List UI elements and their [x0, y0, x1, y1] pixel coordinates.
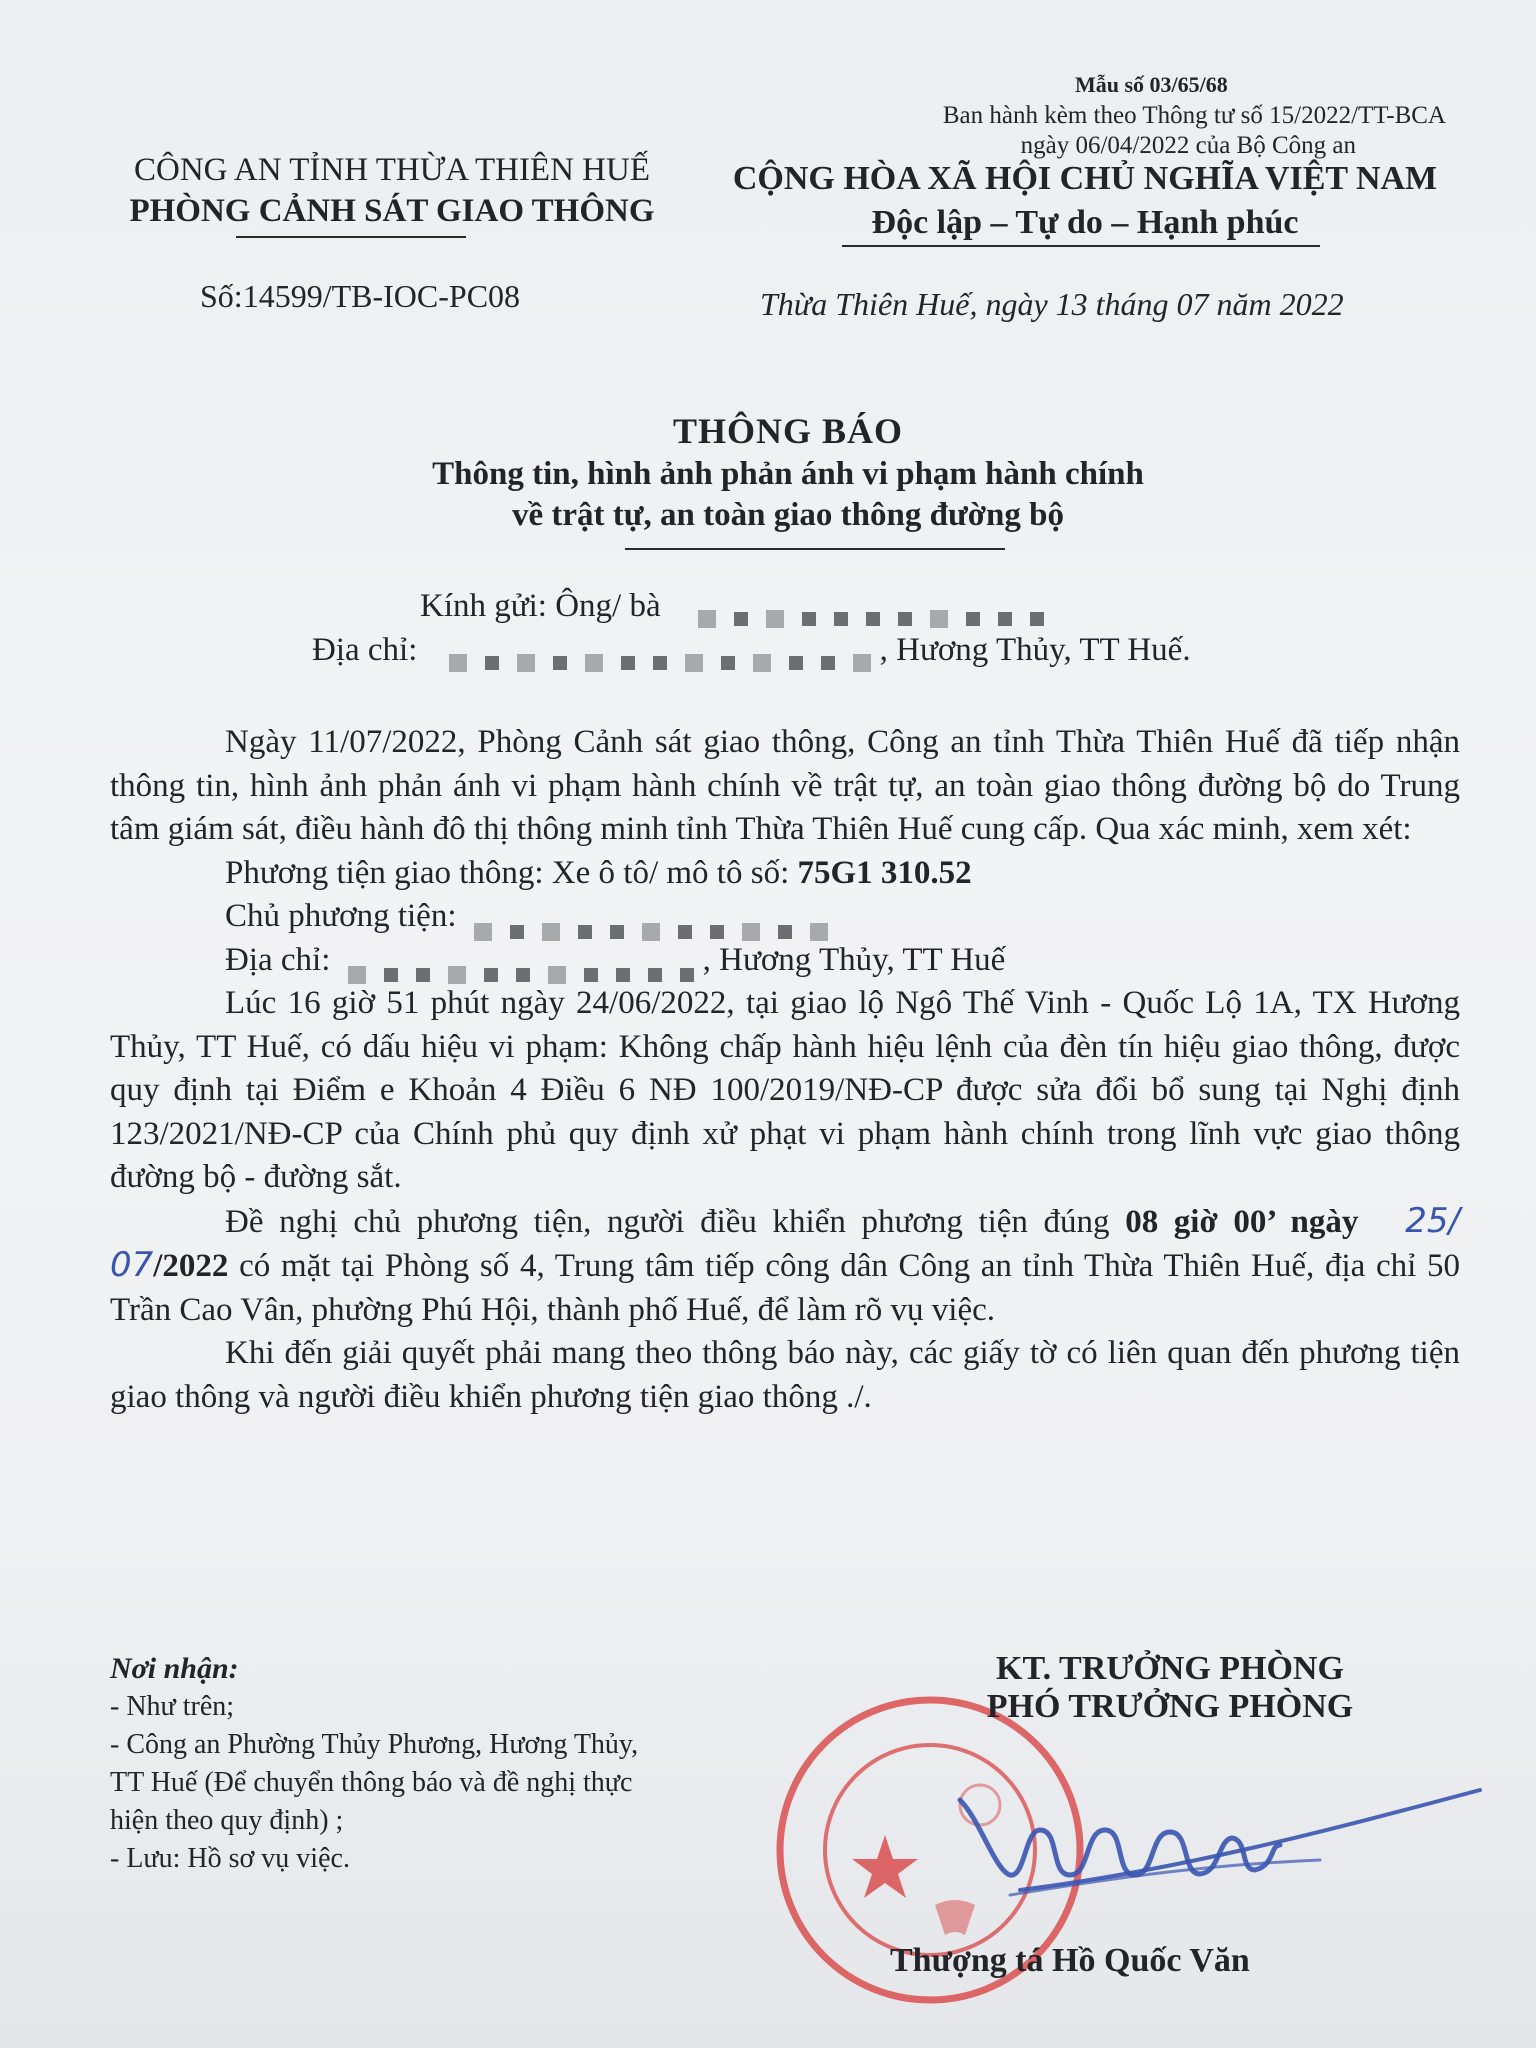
paragraph-violation: Lúc 16 giờ 51 phút ngày 24/06/2022, tại giao lộ Ngô Thế Vinh - Quốc Lộ 1A, TX Hương Thủy, TT Huế, có dấu hiệu vi phạm: Không chấp hành hiệu lệnh của đèn tín hiệu giao thông, được quy định tại Điểm e Khoản 4 Điều 6 NĐ 100/2019/NĐ-CP được sửa đổi bổ sung tại Nghị định 123/2021/NĐ-CP của Chính phủ quy định xử phạt vi phạm hành chính trong lĩnh vực giao thông đường bộ - đường sắt.: [110, 985, 1460, 1195]
address-tail: , Hương Thủy, TT Huế.: [879, 632, 1191, 668]
title-underline: [625, 548, 1005, 550]
signature-block: [860, 1650, 1480, 1726]
recipient-item: - Như trên;: [110, 1691, 235, 1722]
signature-title-1: KT. TRƯỞNG PHÒNG: [996, 1650, 1344, 1687]
handwritten-sep: /: [1448, 1200, 1461, 1241]
recipient-item: - Lưu: Hồ sơ vụ việc.: [110, 1843, 350, 1874]
vehicle-line: [110, 852, 1460, 896]
summons-text-b: có mặt tại Phòng số 4, Trung tâm tiếp công dân Công an tỉnh Thừa Thiên Huế, địa chỉ 50 Trần Cao Vân, phường Phú Hội, thành phố Huế, để làm rõ vụ việc.: [110, 1248, 1460, 1328]
nation-header: [705, 160, 1465, 242]
paragraph-summons: [110, 1200, 1460, 1333]
handwritten-month: 07: [110, 1245, 154, 1285]
agency-parent: CÔNG AN TỈNH THỪA THIÊN HUẾ: [133, 152, 650, 188]
recipients-block: [110, 1650, 638, 1878]
issued-note-line1: Ban hành kèm theo Thông tư số 15/2022/TT-BCA: [942, 102, 1446, 129]
redacted-owner-address: [339, 952, 703, 972]
address-label: Địa chỉ:: [312, 632, 418, 668]
summons-time: 08 giờ 00’ ngày: [1125, 1203, 1359, 1240]
owner-address-line: [110, 939, 1460, 983]
place-date: Thừa Thiên Huế, ngày 13 tháng 07 năm 2022: [760, 286, 1344, 322]
issued-note-line2: ngày 06/04/2022 của Bộ Công an: [1020, 132, 1356, 159]
title-main: THÔNG BÁO: [672, 411, 904, 451]
motto-underline: [842, 245, 1320, 247]
redacted-name: [689, 598, 1053, 618]
handwritten-day: 25: [1405, 1200, 1449, 1241]
recipient-item: TT Huế (Để chuyển thông báo và đề nghị thực: [110, 1767, 633, 1798]
vehicle-label: Phương tiện giao thông: Xe ô tô/ mô tô số:: [225, 854, 798, 891]
owner-label: Chủ phương tiện:: [225, 898, 457, 934]
addressee-label: Kính gửi: Ông/ bà: [420, 588, 661, 624]
signer-name: Thượng tá Hồ Quốc Văn: [890, 1942, 1250, 1979]
handwritten-signature-icon: [900, 1760, 1500, 1910]
signature-title-2: PHÓ TRƯỞNG PHÒNG: [986, 1688, 1354, 1725]
paragraph-bring-documents: Khi đến giải quyết phải mang theo thông báo này, các giấy tờ có liên quan đến phương tiện giao thông và người điều khiển phương tiện giao thông ./.: [110, 1335, 1460, 1415]
redacted-address: [440, 642, 880, 662]
recipients-heading: Nơi nhận:: [110, 1652, 239, 1685]
owner-address-label: Địa chỉ:: [225, 941, 331, 978]
agency-name: PHÒNG CẢNH SÁT GIAO THÔNG: [129, 193, 655, 229]
title-line2: Thông tin, hình ảnh phản ánh vi phạm hành chính: [432, 456, 1144, 492]
summons-year: /2022: [153, 1248, 229, 1284]
recipient-item: hiện theo quy định) ;: [110, 1805, 344, 1836]
paragraph-received: Ngày 11/07/2022, Phòng Cảnh sát giao thông, Công an tỉnh Thừa Thiên Huế đã tiếp nhận thông tin, hình ảnh phản ánh vi phạm hành chính về trật tự, an toàn giao thông đường bộ do Trung tâm giám sát, điều hành đô thị thông minh tỉnh Thừa Thiên Huế cung cấp. Qua xác minh, xem xét:: [110, 724, 1460, 847]
recipient-item: - Công an Phường Thủy Phương, Hương Thủy,: [110, 1729, 639, 1760]
owner-address-tail: , Hương Thủy, TT Huế: [702, 941, 1006, 978]
license-plate: 75G1 310.52: [797, 854, 972, 891]
notice-body: [110, 721, 1460, 1419]
agency-underline: [236, 236, 466, 238]
summons-text-a: Đề nghị chủ phương tiện, người điều khiển phương tiện đúng: [225, 1203, 1126, 1240]
notice-title: [20, 410, 1536, 534]
owner-line: [110, 895, 1460, 939]
nation-name: CỘNG HÒA XÃ HỘI CHỦ NGHĨA VIỆT NAM: [732, 160, 1438, 197]
address-line: [312, 632, 1191, 669]
form-number: Mẫu số 03/65/68: [1075, 72, 1228, 97]
nation-motto: Độc lập – Tự do – Hạnh phúc: [871, 204, 1299, 241]
document-number: Số:14599/TB-IOC-PC08: [200, 278, 521, 314]
redacted-owner: [465, 908, 837, 928]
agency-header: [92, 152, 692, 230]
addressee-line: [420, 588, 1053, 625]
title-line3: về trật tự, an toàn giao thông đường bộ: [511, 497, 1064, 533]
